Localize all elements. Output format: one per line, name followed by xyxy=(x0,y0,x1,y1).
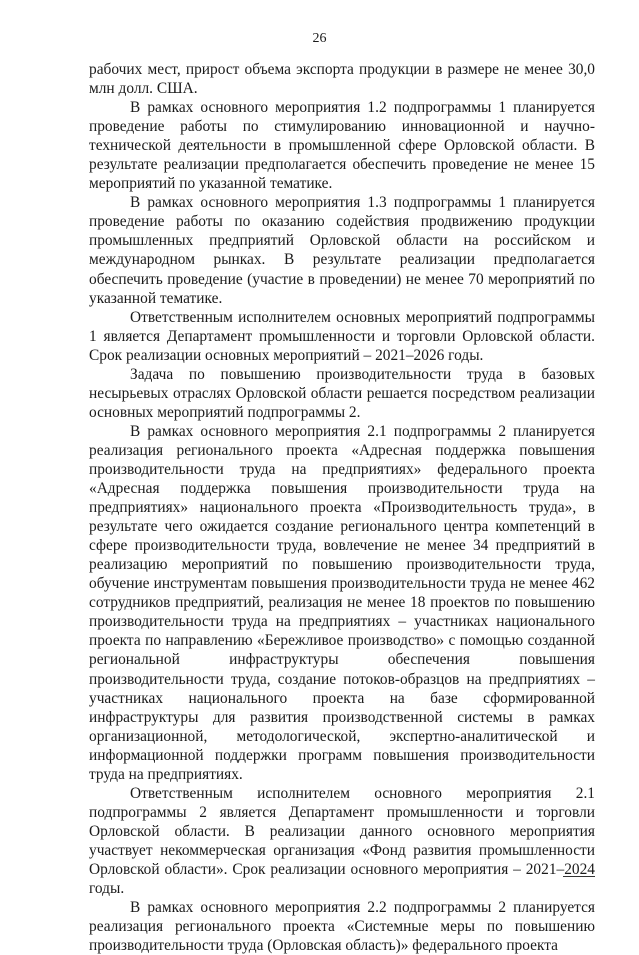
footer-rule xyxy=(563,876,595,877)
paragraph-activity-2-1: В рамках основного мероприятия 2.1 подпрограммы 2 планируется реализация регионального проекта «Адресная поддержка повышения производительности труда на предприятиях» федерального проекта «Адресная поддержка повышения производительности труда на предприятиях» национального проекта «Производительность труда», в результате чего ожидается создание регионального центра компетенций в сфере производительности труда, вовлечение не менее 34 предприятий в реализацию мероприятий по повышению производительности труда, обучение инструментам повышения производительности труда не менее 462 сотрудников предприятий, реализация не менее 18 проектов по повышению производительности труда на предприятиях – участниках национального проекта по направлению «Бережливое производство» с помощью созданной региональной инфраструктуры обеспечения повышения производительности труда, создание потоков-образцов на предприятиях – участниках национального проекта на базе сформированной инфраструктуры для развития производственной системы в рамках организационной, методологической, экспертно-аналитической и информационной поддержки программ повышения производительности труда на предприятиях. xyxy=(89,422,595,783)
paragraph-activity-1-3: В рамках основного мероприятия 1.3 подпрограммы 1 планируется проведение работы по оказанию содействия продвижению продукции промышленных предприятий Орловской области на российском и международном рынках. В результате реализации предполагается обеспечить проведение (участие в проведении) не менее 70 мероприятий по указанной тематике. xyxy=(89,194,595,307)
page-number: 26 xyxy=(312,31,327,46)
paragraph-labor-productivity-task: Задача по повышению производительности труда в базовых несырьевых отраслях Орловской области решается посредством реализации основных мероприятий подпрограммы 2. xyxy=(89,365,595,421)
document-body xyxy=(89,60,595,955)
paragraph-responsible-activity-2-1: Ответственным исполнителем основного мероприятия 2.1 подпрограммы 2 является Департамент промышленности и торговли Орловской области. В реализации данного основного мероприятия участвует некоммерческая организация «Фонд развития промышленности Орловской области». Срок реализации основного мероприятия – 2021–2024 годы. xyxy=(89,784,595,898)
paragraph-continuation: рабочих мест, прирост объема экспорта продукции в размере не менее 30,0 млн долл. США. xyxy=(89,61,595,98)
paragraph-activity-2-2: В рамках основного мероприятия 2.2 подпрограммы 2 планируется реализация регионального проекта «Системные меры по повышению производительности труда (Орловская область)» федерального проекта xyxy=(89,899,595,955)
paragraph-activity-1-2: В рамках основного мероприятия 1.2 подпрограммы 1 планируется проведение работы по стимулированию инновационной и научно-технической деятельности в промышленной сфере Орловской области. В результате реализации предполагается обеспечить проведение не менее 15 мероприятий по указанной тематике. xyxy=(89,99,595,193)
paragraph-responsible-subprogram-1: Ответственным исполнителем основных мероприятий подпрограммы 1 является Департамент промышленности и торговли Орловской области. Срок реализации основных мероприятий – 2021–2026 годы. xyxy=(89,308,595,364)
